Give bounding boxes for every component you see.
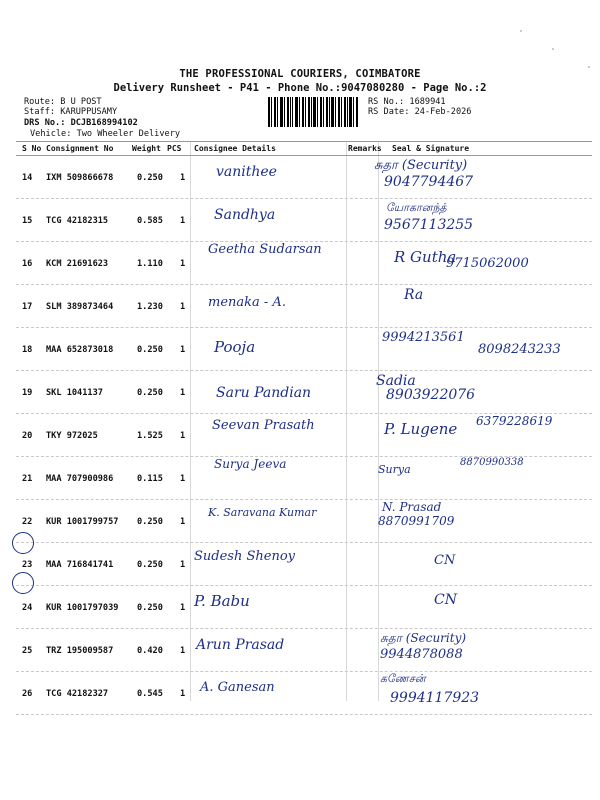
col-remarks: Remarks [348,144,382,153]
row-consignment: TCG 42182327 [46,689,109,699]
row-pcs: 1 [180,173,186,183]
row-sno: 22 [22,517,33,527]
row-phone: 6379228619 [476,414,553,428]
row-weight: 0.250 [137,560,163,570]
row-consignment: SKL 1041137 [46,388,103,398]
row-signature: CN [434,592,457,608]
row-weight: 0.420 [137,646,163,656]
row-weight: 0.250 [137,603,163,613]
circle-mark [12,532,34,554]
row-consignee: A. Ganesan [200,680,275,695]
table-row [16,328,592,371]
table-row [16,629,592,672]
row-phone: 9047794467 [384,174,474,190]
row-pcs: 1 [180,646,186,656]
row-weight: 1.525 [137,431,163,441]
vehicle-label: Vehicle: Two Wheeler Delivery [30,129,181,139]
row-phone: 8870991709 [378,514,455,528]
row-consignment: TKY 972025 [46,431,98,441]
speck [520,30,522,32]
row-sno: 23 [22,560,33,570]
row-phone: 9567113255 [384,217,474,233]
row-phone: 9944878088 [380,647,463,662]
row-signature: சுதா (Security) [374,158,468,173]
row-consignment: KCM 21691623 [46,259,109,269]
circle-mark [12,572,34,594]
row-consignment: IXM 509866678 [46,173,114,183]
row-consignment: KUR 1001797039 [46,603,119,613]
row-phone: 8098243233 [478,342,561,357]
barcode-image [268,97,360,127]
row-weight: 0.250 [137,345,163,355]
row-consignment: SLM 389873464 [46,302,114,312]
row-consignee: Arun Prasad [196,637,285,653]
row-sno: 14 [22,173,33,183]
rs-date: RS Date: 24-Feb-2026 [368,107,472,117]
row-signature: Surya [378,463,411,476]
row-signature: 9994213561 [382,330,465,345]
row-consignee: Geetha Sudarsan [208,242,322,257]
speck [552,48,554,50]
row-signature: யோகானந்த் [386,201,447,214]
speck [588,66,590,68]
row-pcs: 1 [180,216,186,226]
page-title: THE PROFESSIONAL COURIERS, COIMBATORE [179,68,421,80]
row-signature: P. Lugene [384,420,458,438]
row-consignee: menaka - A. [208,295,286,310]
row-consignment: KUR 1001799757 [46,517,119,527]
row-consignment: TRZ 195009587 [46,646,114,656]
table-row [16,285,592,328]
col-consignee: Consignee Details [194,144,276,153]
table-row [16,672,592,715]
table-row [16,500,592,543]
row-sno: 24 [22,603,33,613]
row-pcs: 1 [180,603,186,613]
row-sno: 19 [22,388,33,398]
row-weight: 1.110 [137,259,163,269]
row-phone: 9715062000 [446,256,529,271]
row-phone: 8903922076 [386,387,476,403]
row-consignee: Seevan Prasath [212,418,315,433]
row-consignee: Saru Pandian [216,385,312,401]
table-row [16,586,592,629]
row-sno: 15 [22,216,33,226]
row-consignment: TCG 42182315 [46,216,109,226]
row-consignee: Sudesh Shenoy [194,549,295,564]
row-signature: சுதா (Security) [380,631,467,645]
table-row [16,199,592,242]
row-signature: CN [434,553,456,568]
table-row [16,371,592,414]
table-body [16,156,592,715]
row-weight: 0.545 [137,689,163,699]
col-seal: Seal & Signature [392,144,470,153]
col-pcs: PCS [167,144,182,153]
row-sno: 17 [22,302,33,312]
row-sno: 18 [22,345,33,355]
row-weight: 0.585 [137,216,163,226]
row-pcs: 1 [180,517,186,527]
row-phone: 9994117923 [390,690,480,706]
row-pcs: 1 [180,259,186,269]
rs-number: RS No.: 1689941 [368,97,446,107]
table-row [16,242,592,285]
table-row [16,457,592,500]
row-weight: 0.115 [137,474,163,484]
table-header [16,141,592,156]
row-signature: R Gutha [394,248,457,266]
row-consignee: Sandhya [214,207,276,223]
row-signature: கணேசன் [380,672,426,685]
row-consignee: Pooja [214,338,256,356]
row-sno: 26 [22,689,33,699]
staff-label: Staff: KARUPPUSAMY [24,107,118,117]
row-phone: 8870990338 [460,457,524,468]
row-consignment: MAA 652873018 [46,345,114,355]
row-sno: 20 [22,431,33,441]
row-consignee: vanithee [216,164,277,180]
drs-label: DRS No.: DCJB168994102 [24,118,138,128]
table-row [16,156,592,199]
row-pcs: 1 [180,560,186,570]
row-consignee: K. Saravana Kumar [208,506,317,519]
row-pcs: 1 [180,689,186,699]
table-row [16,543,592,586]
row-weight: 0.250 [137,388,163,398]
col-weight: Weight [132,144,161,153]
col-sno: S No [22,144,42,153]
row-pcs: 1 [180,302,186,312]
row-sno: 16 [22,259,33,269]
row-weight: 0.250 [137,517,163,527]
row-pcs: 1 [180,345,186,355]
row-sno: 21 [22,474,33,484]
route-label: Route: B U POST [24,97,102,107]
row-signature: Sadia [376,373,416,389]
row-pcs: 1 [180,431,186,441]
row-consignment: MAA 707900986 [46,474,114,484]
runsheet-table [16,141,592,715]
row-pcs: 1 [180,474,186,484]
row-sno: 25 [22,646,33,656]
runsheet-subtitle: Delivery Runsheet - P41 - Phone No.:9047080280 - Page No.:2 [113,82,487,94]
row-consignee: Surya Jeeva [214,457,287,471]
row-weight: 0.250 [137,173,163,183]
row-signature: Ra [404,287,424,303]
row-weight: 1.230 [137,302,163,312]
row-consignee: P. Babu [194,592,250,610]
table-row [16,414,592,457]
row-consignment: MAA 716841741 [46,560,114,570]
row-signature: N. Prasad [382,500,442,514]
row-pcs: 1 [180,388,186,398]
col-consignment: Consignment No [46,144,114,153]
